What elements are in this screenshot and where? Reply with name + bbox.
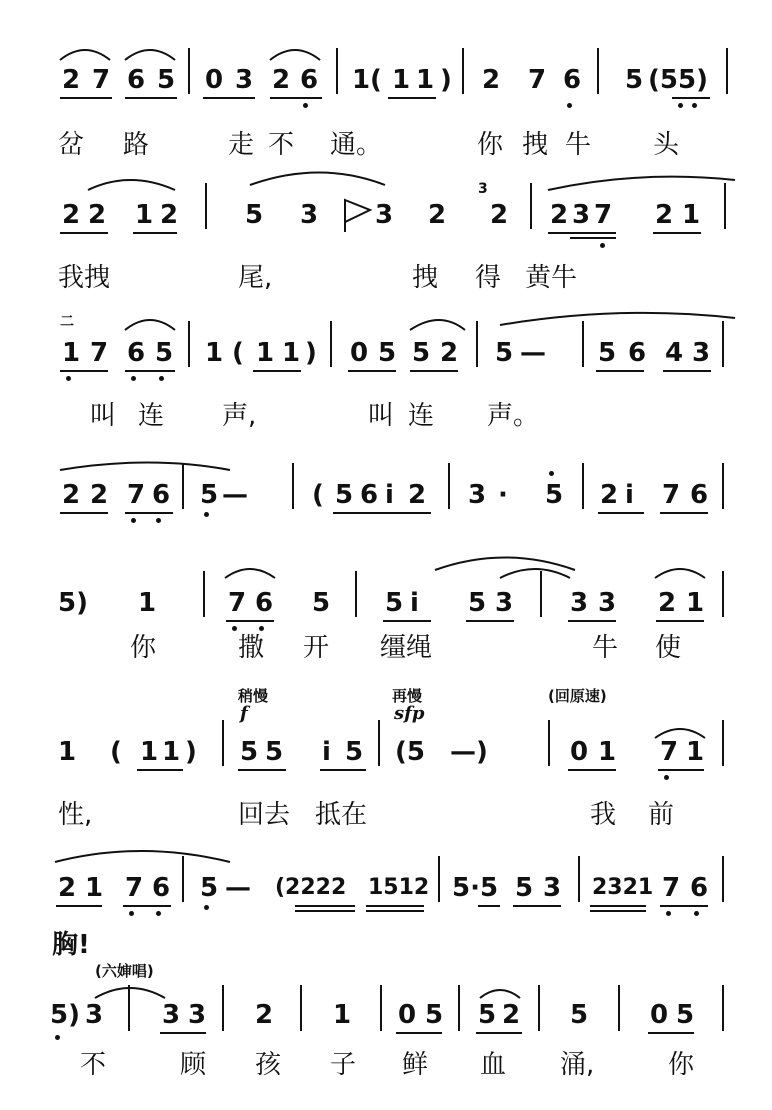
note: 5 — [412, 338, 431, 368]
lyric: 我 — [590, 800, 617, 830]
low-dot — [232, 626, 237, 631]
lyric: 走 — [228, 130, 255, 160]
beam — [548, 232, 616, 234]
low-dot — [66, 376, 71, 381]
note: 1 — [138, 588, 157, 618]
beam — [466, 620, 514, 622]
lyric: 连 — [138, 401, 165, 431]
note: 1 — [140, 737, 159, 767]
lyric: 你 — [477, 130, 504, 160]
beam — [658, 769, 704, 771]
beam — [133, 232, 177, 234]
note: 7 — [594, 200, 613, 230]
singer-note: (六婶唱) — [95, 962, 154, 980]
lyric: 胸! — [52, 930, 90, 960]
lyric: 头 — [653, 130, 680, 160]
barline — [722, 720, 724, 766]
note: (2222 — [275, 875, 347, 900]
note: 6 — [360, 480, 379, 510]
note: 7 — [92, 65, 111, 95]
note: 3 — [300, 200, 319, 230]
score-row-5 — [0, 583, 772, 693]
note: 2 — [58, 873, 77, 903]
lyric: 抵在 — [315, 800, 368, 830]
barline — [300, 985, 302, 1031]
beam — [123, 905, 171, 907]
beam — [590, 905, 646, 907]
low-dot — [129, 911, 134, 916]
lyric: 得 — [475, 263, 502, 293]
low-dot — [567, 103, 572, 108]
beam — [60, 232, 108, 234]
note: 1 — [416, 65, 435, 95]
barline — [182, 463, 184, 509]
lyric: 声。 — [487, 401, 540, 431]
note: 3 — [468, 480, 487, 510]
note: 1 — [256, 338, 275, 368]
score-row-2 — [0, 181, 772, 305]
barline — [722, 985, 724, 1031]
note: 2 — [90, 480, 109, 510]
note: (5 — [395, 737, 425, 767]
note: 6 — [152, 873, 171, 903]
barline — [530, 183, 532, 229]
note: 5 — [515, 873, 534, 903]
beam — [295, 910, 355, 912]
note: 7 — [228, 588, 247, 618]
note: 5 — [545, 480, 564, 510]
beam — [570, 237, 616, 239]
score-row-3 — [0, 314, 772, 443]
note: 7 — [127, 480, 146, 510]
lyric: 撒 — [238, 633, 265, 663]
beam — [396, 1032, 442, 1034]
note: 2 — [255, 1000, 274, 1030]
low-dot — [259, 626, 264, 631]
beam — [383, 620, 431, 622]
note: 3 — [375, 200, 394, 230]
lyric: 鲜 — [402, 1050, 429, 1080]
beam — [253, 370, 301, 372]
note: 2 — [88, 200, 107, 230]
note: 1 — [205, 338, 224, 368]
low-dot — [600, 243, 605, 248]
note: · — [498, 480, 508, 510]
note: 3 — [162, 1000, 181, 1030]
note: 6 — [127, 338, 146, 368]
note: 5 — [495, 338, 514, 368]
lyric: 尾, — [238, 263, 273, 293]
note: 2 — [490, 200, 509, 230]
note: —) — [450, 737, 488, 767]
note: 5 — [385, 588, 404, 618]
note: (55) — [648, 65, 708, 95]
low-dot — [664, 775, 669, 780]
note: 5 — [676, 1000, 695, 1030]
barline — [188, 321, 190, 367]
barline — [726, 48, 728, 94]
lyric: 路 — [123, 130, 150, 160]
note: 5 — [378, 338, 397, 368]
beam — [672, 97, 710, 99]
lyric: 不 — [268, 130, 295, 160]
note: 5 — [345, 737, 364, 767]
note: i — [385, 480, 394, 510]
barline — [355, 571, 357, 617]
note: 6 — [300, 65, 319, 95]
low-dot — [303, 103, 308, 108]
note: 2321 — [592, 875, 654, 900]
dynamic-marking: f — [240, 703, 248, 724]
note: 4 — [665, 338, 684, 368]
low-dot — [678, 103, 683, 108]
beam — [333, 512, 431, 514]
note: 5 — [598, 338, 617, 368]
lyric: 牛 — [565, 130, 592, 160]
lyric: 通。 — [330, 130, 383, 160]
note: 1 — [682, 200, 701, 230]
score-row-6 — [0, 685, 772, 835]
dynamic-marking: sfp — [394, 703, 425, 724]
note: ( — [110, 737, 122, 767]
note: 5 — [625, 65, 644, 95]
beam — [366, 910, 424, 912]
note: 1 — [333, 1000, 352, 1030]
note: 6 — [563, 65, 582, 95]
note: 1 — [162, 737, 181, 767]
low-dot — [156, 518, 161, 523]
beam — [238, 769, 286, 771]
note: 7 — [528, 65, 547, 95]
note: 3 — [495, 588, 514, 618]
note: 1 — [85, 873, 104, 903]
barline — [438, 856, 440, 902]
score-row-7 — [0, 868, 772, 968]
lyric: 回去 — [238, 800, 291, 830]
beam — [125, 512, 173, 514]
beam — [56, 905, 102, 907]
note: 5 — [157, 65, 176, 95]
note: 5) — [50, 1000, 80, 1030]
note: 5 — [240, 737, 259, 767]
note: 2 — [272, 65, 291, 95]
barline — [538, 985, 540, 1031]
note: 3 — [188, 1000, 207, 1030]
barline — [578, 856, 580, 902]
beam — [590, 910, 646, 912]
note: 3 — [85, 1000, 104, 1030]
low-dot — [55, 1035, 60, 1040]
barline — [222, 985, 224, 1031]
beam — [596, 370, 644, 372]
beam — [598, 512, 644, 514]
note: 2 — [550, 200, 569, 230]
beam — [348, 370, 396, 372]
lyric: 开 — [303, 633, 330, 663]
note: 5·5 — [452, 873, 499, 903]
barline — [462, 48, 464, 94]
barline — [380, 985, 382, 1031]
barline — [128, 985, 130, 1031]
note: ( — [312, 480, 324, 510]
note: — — [520, 338, 546, 368]
note: 6 — [127, 65, 146, 95]
lyric: 子 — [330, 1050, 357, 1080]
beam — [663, 370, 711, 372]
lyric: 顾 — [180, 1050, 207, 1080]
barline — [378, 720, 380, 766]
note: 2 — [62, 65, 81, 95]
barline — [597, 48, 599, 94]
low-dot — [131, 518, 136, 523]
beam — [270, 97, 322, 99]
beam — [648, 1032, 694, 1034]
beam — [410, 370, 458, 372]
barline — [336, 48, 338, 94]
note: 0 — [650, 1000, 669, 1030]
beam — [653, 232, 701, 234]
note: 1 — [58, 737, 77, 767]
low-dot — [666, 911, 671, 916]
beam — [513, 905, 561, 907]
note: 1 — [352, 65, 371, 95]
lyric: 声, — [222, 401, 257, 431]
note: 3 — [692, 338, 711, 368]
beam — [568, 769, 616, 771]
note: 7 — [90, 338, 109, 368]
beam — [60, 512, 108, 514]
note: 2 — [62, 200, 81, 230]
lyric: 拽 — [412, 263, 439, 293]
score-row-8 — [0, 960, 772, 1110]
barline — [722, 856, 724, 902]
note: 5 — [200, 480, 219, 510]
note: ) — [440, 65, 452, 95]
barline — [618, 985, 620, 1031]
note: 1 — [686, 588, 705, 618]
lyric: 涌, — [560, 1050, 595, 1080]
barline — [448, 463, 450, 509]
note: 5) — [58, 588, 88, 618]
note: 7 — [660, 737, 679, 767]
barline — [582, 321, 584, 367]
note: 5 — [570, 1000, 589, 1030]
beam — [125, 370, 175, 372]
note: 6 — [690, 480, 709, 510]
low-dot — [156, 911, 161, 916]
low-dot — [131, 376, 136, 381]
lyric: 血 — [480, 1050, 507, 1080]
note: 7 — [662, 480, 681, 510]
lyric: 我拽 — [58, 263, 111, 293]
note: ( — [370, 65, 382, 95]
note: 3 — [598, 588, 617, 618]
barline — [722, 463, 724, 509]
beam — [366, 905, 424, 907]
note: — — [222, 480, 248, 510]
tempo-marking: 再慢 — [392, 687, 423, 705]
note: 2 — [160, 200, 179, 230]
beam — [478, 905, 500, 907]
beam — [660, 905, 708, 907]
low-dot — [694, 911, 699, 916]
lyric: 叫 — [90, 401, 117, 431]
note: 2 — [440, 338, 459, 368]
lyric: 孩 — [255, 1050, 282, 1080]
lyric: 使 — [655, 633, 682, 663]
lyric: 你 — [130, 633, 157, 663]
note: 3 — [570, 588, 589, 618]
grace-note: 3 — [478, 181, 488, 197]
lyric: 牛 — [592, 633, 619, 663]
barline — [458, 985, 460, 1031]
note: 5 — [468, 588, 487, 618]
lyric: 你 — [668, 1050, 695, 1080]
beam — [137, 769, 183, 771]
barline — [222, 720, 224, 766]
barline — [722, 571, 724, 617]
note: 1 — [135, 200, 154, 230]
note: 5 — [425, 1000, 444, 1030]
barline — [205, 183, 207, 229]
barline — [540, 571, 542, 617]
lyric: 性, — [58, 800, 93, 830]
note: 7 — [662, 873, 681, 903]
note: 2 — [658, 588, 677, 618]
barline — [188, 48, 190, 94]
note: i — [625, 480, 634, 510]
beam — [388, 97, 436, 99]
barline — [292, 463, 294, 509]
score-row-1 — [0, 60, 772, 170]
note: 5 — [245, 200, 264, 230]
score-row-4 — [0, 475, 772, 555]
lyric: 黄牛 — [525, 263, 578, 293]
note: 5 — [335, 480, 354, 510]
lyric: 叫 — [368, 401, 395, 431]
note: ) — [305, 338, 317, 368]
note: 1 — [392, 65, 411, 95]
note: 2 — [502, 1000, 521, 1030]
beam — [476, 1032, 522, 1034]
barline — [182, 856, 184, 902]
note: 5 — [478, 1000, 497, 1030]
low-dot — [204, 512, 209, 517]
beam — [295, 905, 355, 907]
barline — [330, 321, 332, 367]
low-dot — [692, 103, 697, 108]
note: 3 — [543, 873, 562, 903]
note: 2 — [62, 480, 81, 510]
note: i — [322, 737, 331, 767]
note: 5 — [265, 737, 284, 767]
note: 1 — [686, 737, 705, 767]
beam — [60, 97, 112, 99]
note: 1 — [62, 338, 81, 368]
low-dot — [204, 905, 209, 910]
note: 0 — [398, 1000, 417, 1030]
note: 2 — [482, 65, 501, 95]
note: 0 — [350, 338, 369, 368]
note: — — [225, 873, 251, 903]
low-dot — [159, 376, 164, 381]
note: 1512 — [368, 875, 430, 900]
lyric: 拽 — [522, 130, 549, 160]
note: ( — [232, 338, 244, 368]
note: 6 — [690, 873, 709, 903]
note: 6 — [255, 588, 274, 618]
note: 6 — [628, 338, 647, 368]
lyric: 连 — [408, 401, 435, 431]
note: 6 — [152, 480, 171, 510]
note: 2 — [408, 480, 427, 510]
note: 5 — [155, 338, 174, 368]
note: 7 — [125, 873, 144, 903]
lyric: 岔 — [58, 130, 85, 160]
lyric: 前 — [648, 800, 675, 830]
note: 2 — [428, 200, 447, 230]
note: 1 — [598, 737, 617, 767]
beam — [160, 1032, 206, 1034]
lyric: 缰绳 — [380, 633, 433, 663]
barline — [724, 183, 726, 229]
lyric: 不 — [80, 1050, 107, 1080]
note: 5 — [200, 873, 219, 903]
beam — [226, 620, 274, 622]
high-dot — [549, 471, 554, 476]
note: 5 — [312, 588, 331, 618]
beam — [125, 97, 177, 99]
barline — [722, 321, 724, 367]
note: i — [410, 588, 419, 618]
note: 1 — [282, 338, 301, 368]
beam — [656, 620, 704, 622]
beam — [60, 370, 108, 372]
note: 0 — [205, 65, 224, 95]
tempo-marking: 稍慢 — [238, 687, 269, 705]
note: 2 — [600, 480, 619, 510]
barline — [476, 321, 478, 367]
note: 3 — [235, 65, 254, 95]
barline — [203, 571, 205, 617]
beam — [320, 769, 366, 771]
beam — [203, 97, 255, 99]
note: 3 — [572, 200, 591, 230]
ornament-mark: 二 — [60, 314, 74, 330]
tempo-marking: (回原速) — [548, 687, 607, 705]
note: ) — [185, 737, 197, 767]
beam — [660, 512, 708, 514]
barline — [582, 463, 584, 509]
barline — [548, 720, 550, 766]
note: 0 — [570, 737, 589, 767]
note: 2 — [655, 200, 674, 230]
beam — [568, 620, 616, 622]
